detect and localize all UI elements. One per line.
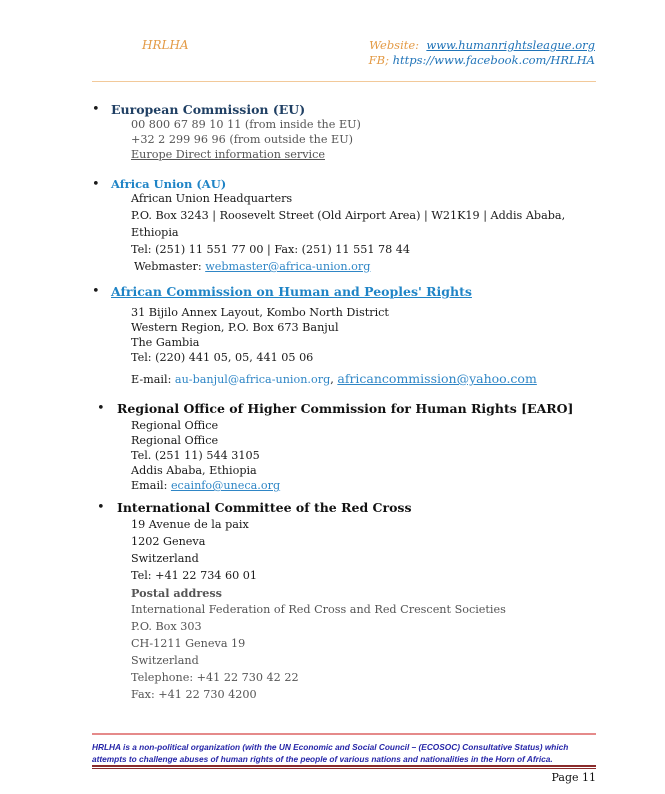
webmaster-email-link[interactable]: webmaster@africa-union.org [205, 260, 371, 273]
section-title: Regional Office of Higher Commission for Human Rights [EARO] [117, 401, 574, 416]
footer-top-rule [92, 733, 596, 735]
email-line [131, 371, 537, 386]
postal-fax-line: Fax: +41 22 730 4200 [131, 688, 257, 701]
address-line: Regional Office [131, 419, 219, 432]
phone-line: Tel. (251 11) 544 3105 [131, 449, 260, 462]
postal-line: International Federation of Red Cross and Red Crescent Societies [131, 603, 506, 616]
europe-direct-link[interactable]: Europe Direct information service [131, 148, 325, 161]
bullet-icon: • [97, 500, 105, 515]
postal-line: P.O. Box 303 [131, 620, 202, 633]
fb-label: FB; [368, 53, 389, 67]
postal-heading: Postal address [131, 586, 222, 600]
header-links [369, 38, 595, 68]
email-label: Email: [131, 479, 168, 492]
postal-line: Switzerland [131, 654, 199, 667]
address-line: African Union Headquarters [131, 192, 293, 205]
header-divider [92, 81, 596, 82]
postal-line: CH-1211 Geneva 19 [131, 637, 246, 650]
address-line: 1202 Geneva [131, 535, 206, 548]
postal-phone-line: Telephone: +41 22 730 42 22 [131, 671, 299, 684]
website-link[interactable]: www.humanrightsleague.org [426, 38, 595, 52]
section-title-link[interactable]: African Commission on Human and Peoples' Rights [111, 284, 472, 299]
header-org: HRLHA [142, 38, 189, 52]
phone-line: Tel: +41 22 734 60 01 [131, 569, 258, 582]
address-line: Western Region, P.O. Box 673 Banjul [131, 321, 339, 334]
address-line: P.O. Box 3243 | Roosevelt Street (Old Airport Area) | W21K19 | Addis Ababa, [131, 209, 566, 222]
section-title: International Committee of the Red Cross [117, 500, 412, 515]
address-line: Ethiopia [131, 226, 179, 239]
bullet-icon: • [92, 284, 100, 299]
bullet-icon: • [92, 177, 100, 192]
email-line [131, 479, 280, 492]
email-link-uneca[interactable]: ecainfo@uneca.org [170, 479, 281, 492]
address-line: 31 Bijilo Annex Layout, Kombo North District [131, 306, 389, 319]
website-label: Website: [369, 38, 420, 52]
address-line: Switzerland [131, 552, 199, 565]
email-link-au-banjul[interactable]: au-banjul@africa-union.org [174, 373, 331, 386]
phone-line: Tel: (251) 11 551 77 00 | Fax: (251) 11 551 78 44 [131, 243, 411, 256]
phone-line: +32 2 299 96 96 (from outside the EU) [131, 133, 354, 146]
address-line: The Gambia [131, 336, 200, 349]
footer-bottom-rule [92, 765, 596, 767]
section-title: European Commission (EU) [111, 102, 306, 117]
page-number: Page 11 [551, 771, 596, 784]
bullet-icon: • [92, 102, 100, 117]
webmaster-label: Webmaster: [134, 260, 202, 273]
address-line: Regional Office [131, 434, 219, 447]
email-label: E-mail: [131, 373, 172, 386]
address-line: 19 Avenue de la paix [131, 518, 249, 531]
email-separator: , [330, 373, 334, 386]
email-link-yahoo[interactable]: africancommission@yahoo.com [337, 371, 537, 386]
bullet-icon: • [97, 401, 105, 416]
section-title: Africa Union (AU) [111, 177, 227, 191]
webmaster-line [134, 260, 370, 273]
footer-bottom-rule-thin [92, 768, 596, 769]
phone-line: Tel: (220) 441 05, 05, 441 05 06 [131, 351, 314, 364]
footer-disclaimer: HRLHA is a non-political organization (with the UN Economic and Social Council – (ECOSOC) Consultative Status) which attempts to challenge abuses of human rights of the people of various nations and nationalities in the Horn of Africa. [92, 742, 569, 764]
phone-line: 00 800 67 89 10 11 (from inside the EU) [131, 118, 361, 131]
address-line: Addis Ababa, Ethiopia [131, 464, 257, 477]
facebook-link[interactable]: https://www.facebook.com/HRLHA [392, 53, 595, 67]
